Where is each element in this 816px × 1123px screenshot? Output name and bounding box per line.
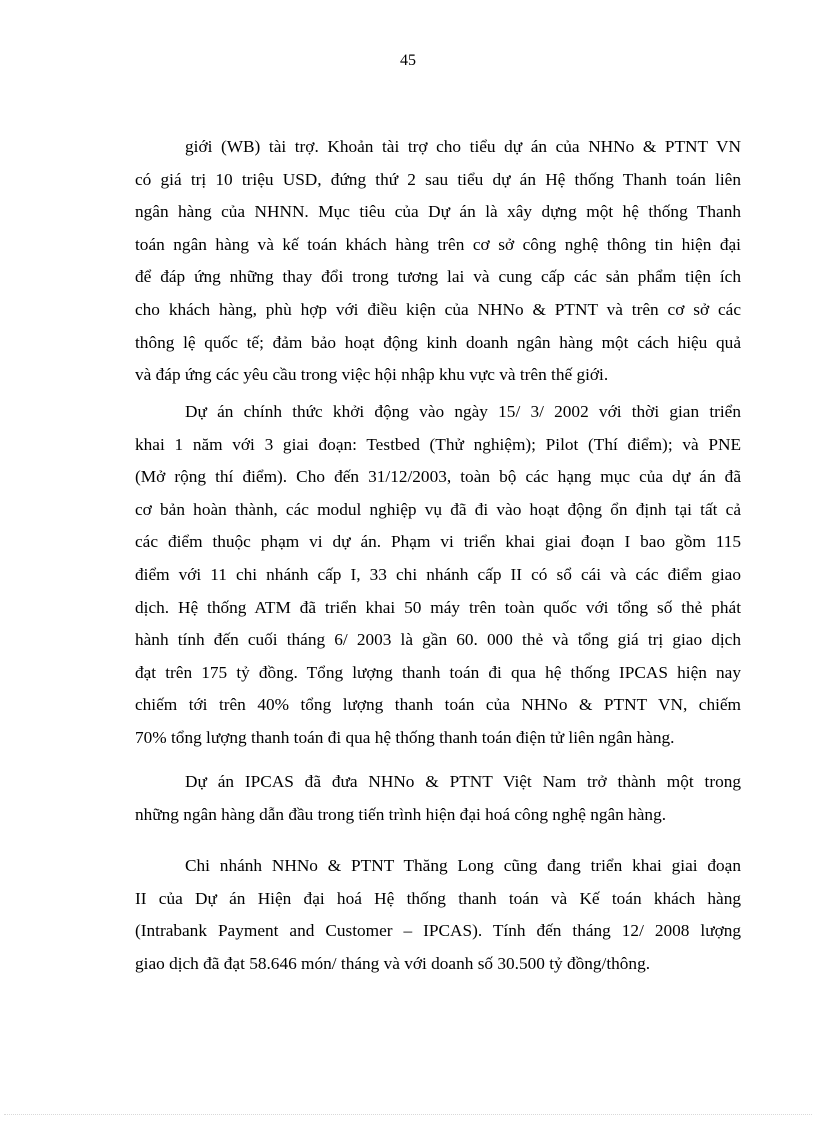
paragraph-world-bank-funding [135, 131, 741, 392]
text-line: những ngân hàng dẫn đầu trong tiến trình hiện đại hoá công nghệ ngân hàng. [135, 804, 667, 824]
text-line: II của Dự án Hiện đại hoá Hệ thống thanh toán và Kế toán khách hàng [135, 888, 741, 908]
text-line: Chi nhánh NHNo & PTNT Thăng Long cũng đang triển khai giai đoạn [185, 856, 741, 875]
text-line: giới (WB) tài trợ. Khoản tài trợ cho tiểu dự án của NHNo & PTNT VN [185, 137, 741, 156]
text-line: điểm với 11 chi nhánh cấp I, 33 chi nhánh cấp II có sổ cái và các điểm giao [135, 564, 741, 584]
text-line: cơ bản hoàn thành, các modul nghiệp vụ đã đi vào hoạt động ổn định tại tất cả [135, 499, 741, 519]
text-line: 70% tổng lượng thanh toán đi qua hệ thống thanh toán điện tử liên ngân hàng. [135, 727, 675, 747]
text-line: dịch. Hệ thống ATM đã triển khai 50 máy trên toàn quốc với tổng số thẻ phát [135, 597, 741, 617]
text-line: có giá trị 10 triệu USD, đứng thứ 2 sau tiểu dự án Hệ thống Thanh toán liên [135, 169, 741, 189]
text-line: chiếm tới trên 40% tổng lượng thanh toán của NHNo & PTNT VN, chiếm [135, 695, 741, 715]
paragraph-project-launch [135, 396, 741, 755]
text-line: (Intrabank Payment and Customer – IPCAS). Tính đến tháng 12/ 2008 lượng [135, 921, 741, 941]
text-line: hành tính đến cuối tháng 6/ 2003 là gần 60. 000 thẻ và tổng giá trị giao dịch [135, 630, 741, 650]
text-line: và đáp ứng các yêu cầu trong việc hội nhập khu vực và trên thế giới. [135, 365, 609, 385]
text-line: các điểm thuộc phạm vi dự án. Phạm vi triển khai giai đoạn I bao gồm 115 [135, 532, 741, 552]
text-line: Dự án IPCAS đã đưa NHNo & PTNT Việt Nam trở thành một trong [185, 772, 741, 791]
text-line: Dự án chính thức khởi động vào ngày 15/ 3/ 2002 với thời gian triển [185, 402, 741, 421]
page-bottom-divider [4, 1114, 812, 1115]
text-line: cho khách hàng, phù hợp với điều kiện của NHNo & PTNT và trên cơ sở các [135, 299, 741, 319]
text-line: ngân hàng của NHNN. Mục tiêu của Dự án là xây dựng một hệ thống Thanh [135, 202, 741, 222]
page-number: 45 [400, 52, 416, 69]
text-line: khai 1 năm với 3 giai đoạn: Testbed (Thử nghiệm); Pilot (Thí điểm); và PNE [135, 434, 741, 454]
paragraph-ipcas-leading [135, 766, 741, 831]
text-line: để đáp ứng những thay đổi trong tương lai và cung cấp các sản phẩm tiện ích [135, 267, 741, 287]
text-line: đạt trên 175 tỷ đồng. Tổng lượng thanh toán đi qua hệ thống IPCAS hiện nay [135, 662, 741, 682]
text-line: (Mở rộng thí điểm). Cho đến 31/12/2003, toàn bộ các hạng mục của dự án đã [135, 467, 741, 487]
text-line: thông lệ quốc tế; đảm bảo hoạt động kinh doanh ngân hàng một cách hiệu quả [135, 332, 741, 352]
text-line: toán ngân hàng và kế toán khách hàng trên cơ sở công nghệ thông tin hiện đại [135, 234, 741, 254]
paragraph-thang-long-branch [135, 850, 741, 980]
text-line: giao dịch đã đạt 58.646 món/ tháng và với doanh số 30.500 tỷ đồng/thông. [135, 953, 651, 973]
